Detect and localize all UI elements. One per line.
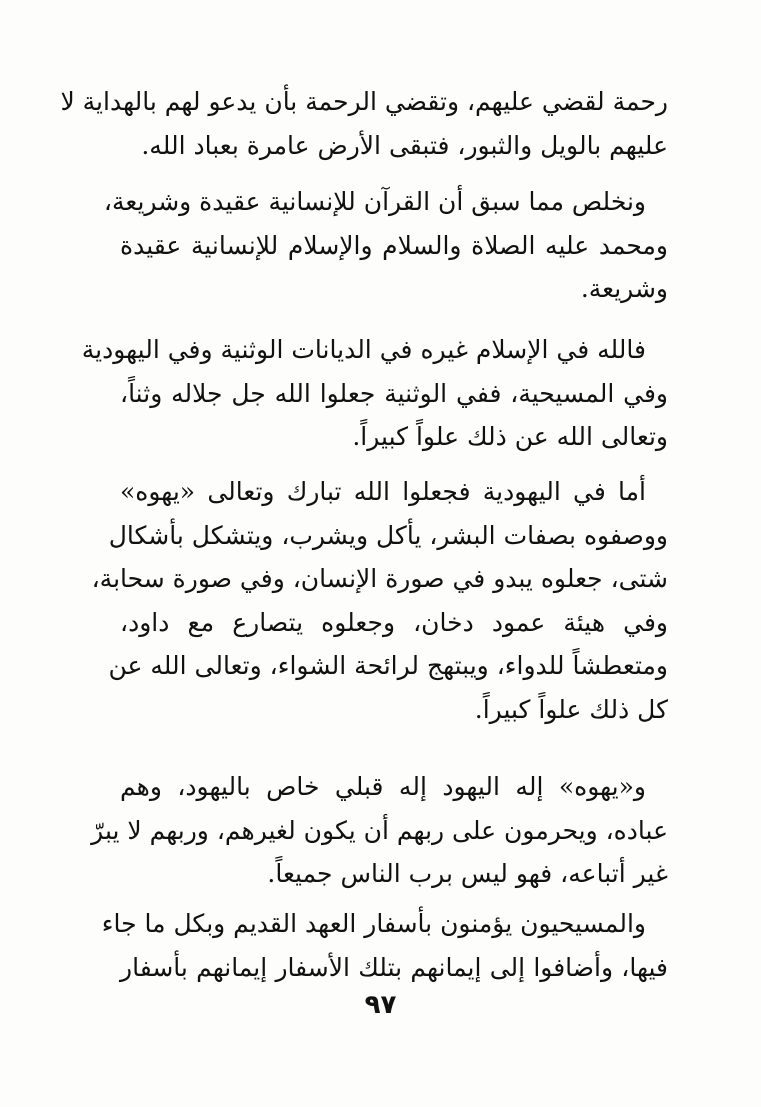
text-line: أما في اليهودية فجعلوا الله تبارك وتعالى «يهوه»: [120, 477, 646, 506]
text-line: كل ذلك علواً كبيراً.: [474, 694, 668, 724]
text-line: فالله في الإسلام غيره في الديانات الوثنية وفي اليهودية: [81, 335, 646, 364]
text-line: عليهم بالويل والثبور، فتبقى الأرض عامرة بعباد الله.: [141, 130, 668, 160]
page-number: ٩٧: [364, 990, 397, 1020]
text-line: ووصفوه بصفات البشر، يأكل ويشرب، ويتشكل بأشكال: [108, 520, 668, 550]
paragraph-2: [103, 180, 668, 311]
paragraph-6: [101, 902, 668, 989]
text-line: فيها، وأضافوا إلى إيمانهم بتلك الأسفار إيمانهم بأسفار: [120, 952, 668, 982]
text-line: وشريعة.: [580, 274, 668, 303]
text-line: ومتعطشاً للدواء، ويبتهج لرائحة الشواء، وتعالى الله عن: [108, 651, 668, 680]
text-line: وفي المسيحية، ففي الوثنية جعلوا الله جل جلاله وثناً،: [120, 378, 668, 408]
text-line: عباده، ويحرمون على ربهم أن يكون لغيرهم، وربهم لا يبرّ: [91, 815, 668, 845]
text-line: رحمة لقضي عليهم، وتقضي الرحمة بأن يدعو لهم بالهداية لا: [60, 87, 668, 116]
paragraph-5: [91, 765, 668, 896]
paragraph-4: [91, 470, 668, 731]
text-line: و«يهوه» إله اليهود إله قبلي خاص باليهود، وهم: [120, 772, 646, 801]
paragraph-3: [81, 328, 668, 459]
text-line: ونخلص مما سبق أن القرآن للإنسانية عقيدة وشريعة،: [103, 187, 646, 216]
text-line: ومحمد عليه الصلاة والسلام والإسلام للإنسانية عقيدة: [120, 230, 668, 260]
text-line: والمسيحيون يؤمنون بأسفار العهد القديم وبكل ما جاء: [101, 909, 646, 938]
text-line: وتعالى الله عن ذلك علواً كبيراً.: [352, 422, 668, 451]
text-line: غير أتباعه، فهو ليس برب الناس جميعاً.: [267, 859, 668, 888]
paragraph-1: [60, 80, 668, 167]
text-line: وفي هيئة عمود دخان، وجعلوه يتصارع مع داود،: [120, 607, 668, 637]
text-line: شتى، جعلوه يبدو في صورة الإنسان، وفي صورة سحابة،: [91, 564, 668, 593]
